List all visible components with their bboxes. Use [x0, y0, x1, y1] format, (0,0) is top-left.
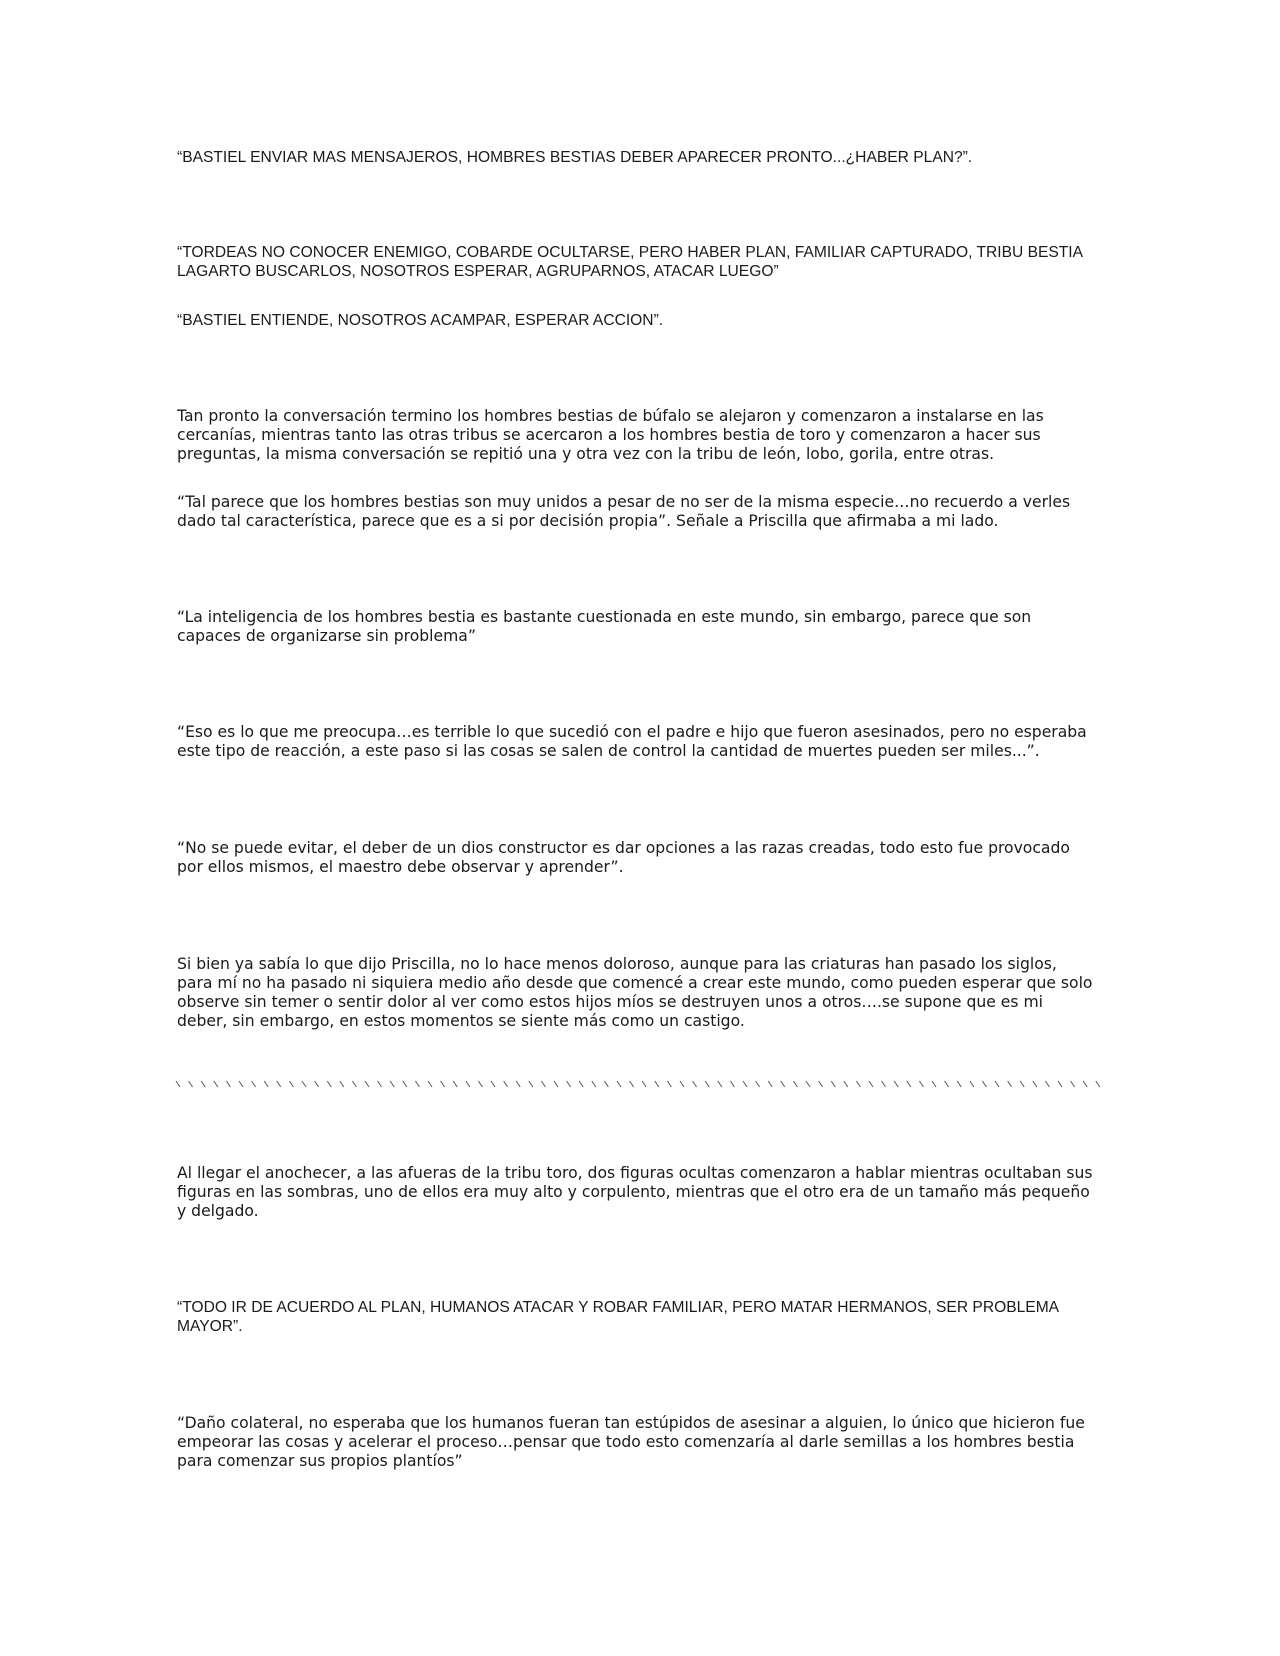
separator-mark: [617, 1081, 621, 1087]
separator-mark: [340, 1081, 344, 1087]
paragraph-priscilla-pain: Si bien ya sabía lo que dijo Priscilla, no lo hace menos doloroso, aunque para las criaturas han pasado los siglos, para mí no ha pasado ni siquiera medio año desde que comencé a crear este mundo, como pueden esperar que solo observe sin temer o sentir dolor al ver como estos hijos míos se destruyen unos a otros….se supone que es mi deber, sin embargo, en estos momentos se siente más como un castigo.: [177, 955, 1093, 1030]
separator-mark: [844, 1081, 848, 1087]
separator-mark: [604, 1081, 608, 1087]
separator-mark: [441, 1081, 445, 1087]
paragraph-bastiel-messengers: “BASTIEL ENVIAR MAS MENSAJEROS, HOMBRES BESTIAS DEBER APARECER PRONTO...¿HABER PLAN?”.: [177, 149, 973, 166]
separator-mark: [264, 1081, 268, 1087]
separator-mark: [592, 1081, 596, 1087]
separator-mark: [630, 1081, 634, 1087]
separator-mark: [793, 1081, 797, 1087]
separator-mark: [1033, 1081, 1037, 1087]
separator-mark: [718, 1081, 722, 1087]
separator-mark: [302, 1081, 306, 1087]
separator-mark: [806, 1081, 810, 1087]
separator-mark: [919, 1081, 923, 1087]
separator-mark: [201, 1081, 205, 1087]
separator-mark: [882, 1081, 886, 1087]
separator-mark: [1058, 1081, 1062, 1087]
paragraph-collateral-damage: “Daño colateral, no esperaba que los humanos fueran tan estúpidos de asesinar a alguien, lo único que hicieron fue empeorar las cosas y acelerar el proceso…pensar que todo esto comenzaría al darle semillas a los hombres bestia para comenzar sus propios plantíos”: [177, 1414, 1085, 1470]
separator-mark: [1096, 1081, 1100, 1087]
separator-mark: [378, 1081, 382, 1087]
separator-mark: [403, 1081, 407, 1087]
separator-mark: [781, 1081, 785, 1087]
separator-mark: [667, 1081, 671, 1087]
separator-mark: [957, 1081, 961, 1087]
separator-mark: [252, 1081, 256, 1087]
separator-mark: [856, 1081, 860, 1087]
separator-mark: [390, 1081, 394, 1087]
separator-mark: [907, 1081, 911, 1087]
separator-mark: [894, 1081, 898, 1087]
paragraph-nightfall: Al llegar el anochecer, a las afueras de la tribu toro, dos figuras ocultas comenzaron a hablar mientras ocultaban sus figuras en las sombras, uno de ellos era muy alto y corpulento, mientras que el otro era de un tamaño más pequeño y delgado.: [177, 1164, 1093, 1220]
separator-mark: [315, 1081, 319, 1087]
paragraph-beastmen-united: “Tal parece que los hombres bestias son muy unidos a pesar de no ser de la misma especie…no recuerdo a verles dado tal característica, parece que es a si por decisión propia”. Señale a Priscilla que afirmaba a mi lado.: [177, 493, 1071, 530]
separator-mark: [277, 1081, 281, 1087]
separator-mark: [982, 1081, 986, 1087]
separator-mark: [642, 1081, 646, 1087]
separator-mark: [478, 1081, 482, 1087]
separator-mark: [693, 1081, 697, 1087]
separator-mark: [831, 1081, 835, 1087]
separator-mark: [743, 1081, 747, 1087]
separator-mark: [579, 1081, 583, 1087]
paragraph-bastiel-understands: “BASTIEL ENTIENDE, NOSOTROS ACAMPAR, ESPERAR ACCION”.: [177, 312, 664, 329]
separator-mark: [768, 1081, 772, 1087]
separator-mark: [289, 1081, 293, 1087]
separator-mark: [945, 1081, 949, 1087]
separator-mark: [466, 1081, 470, 1087]
separator-mark: [1008, 1081, 1012, 1087]
separator-mark: [1045, 1081, 1049, 1087]
separator-mark: [1071, 1081, 1075, 1087]
separator-mark: [567, 1081, 571, 1087]
separator-mark: [327, 1081, 331, 1087]
separator-mark: [365, 1081, 369, 1087]
separator-mark: [352, 1081, 356, 1087]
separator-mark: [819, 1081, 823, 1087]
separator-mark: [189, 1081, 193, 1087]
separator-mark: [214, 1081, 218, 1087]
section-separator: [172, 1078, 1104, 1090]
separator-mark: [529, 1081, 533, 1087]
separator-mark: [415, 1081, 419, 1087]
separator-mark: [176, 1081, 180, 1087]
separator-mark: [705, 1081, 709, 1087]
separator-mark: [491, 1081, 495, 1087]
separator-mark: [453, 1081, 457, 1087]
separator-mark: [541, 1081, 545, 1087]
paragraph-worry: “Eso es lo que me preocupa…es terrible lo que sucedió con el padre e hijo que fueron asesinados, pero no esperaba este tipo de reacción, a este paso si las cosas se salen de control la cantidad de muertes pueden ser miles...”.: [177, 723, 1087, 760]
separator-mark: [756, 1081, 760, 1087]
separator-mark: [239, 1081, 243, 1087]
paragraph-intelligence: “La inteligencia de los hombres bestia es bastante cuestionada en este mundo, sin embargo, parece que son capaces de organizarse sin problema”: [177, 608, 1032, 645]
separator-mark: [730, 1081, 734, 1087]
separator-mark: [226, 1081, 230, 1087]
separator-mark: [554, 1081, 558, 1087]
paragraph-all-according-plan: “TODO IR DE ACUERDO AL PLAN, HUMANOS ATACAR Y ROBAR FAMILIAR, PERO MATAR HERMANOS, SER PROBLEMA MAYOR”.: [177, 1299, 1059, 1335]
paragraph-builder-god-duty: “No se puede evitar, el deber de un dios constructor es dar opciones a las razas creadas, todo esto fue provocado por ellos mismos, el maestro debe observar y aprender”.: [177, 839, 1070, 876]
separator-mark: [680, 1081, 684, 1087]
paragraph-tordeas-plan: “TORDEAS NO CONOCER ENEMIGO, COBARDE OCULTARSE, PERO HABER PLAN, FAMILIAR CAPTURADO, TRIBU BESTIA LAGARTO BUSCARLOS, NOSOTROS ESPERAR, AGRUPARNOS, ATACAR LUEGO”: [177, 244, 1083, 280]
separator-mark: [995, 1081, 999, 1087]
separator-mark: [655, 1081, 659, 1087]
separator-mark: [516, 1081, 520, 1087]
separator-mark: [869, 1081, 873, 1087]
separator-mark: [428, 1081, 432, 1087]
paragraph-conversation-ended: Tan pronto la conversación termino los hombres bestias de búfalo se alejaron y comenzaron a instalarse en las cercanías, mientras tanto las otras tribus se acercaron a los hombres bestia de toro y comenzaron a hacer sus preguntas, la misma conversación se repitió una y otra vez con la tribu de león, lobo, gorila, entre otras.: [177, 407, 1044, 463]
separator-mark: [970, 1081, 974, 1087]
separator-mark: [1083, 1081, 1087, 1087]
separator-mark: [932, 1081, 936, 1087]
separator-mark: [1020, 1081, 1024, 1087]
separator-mark: [504, 1081, 508, 1087]
